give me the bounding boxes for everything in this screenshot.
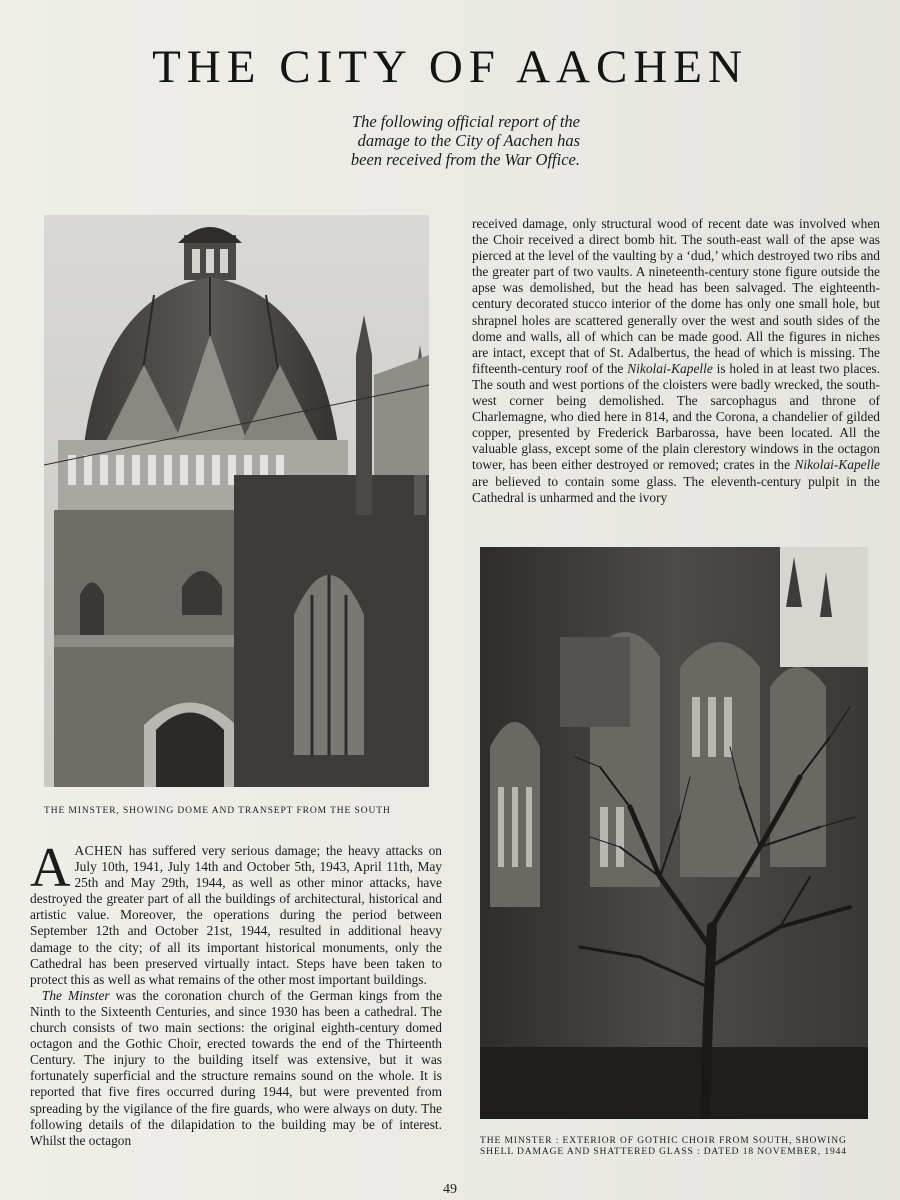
photo1-caption: THE MINSTER, SHOWING DOME AND TRANSEPT FROM THE SOUTH [44, 806, 391, 816]
right-text-column [472, 216, 880, 506]
photo2-caption: THE MINSTER : EXTERIOR OF GOTHIC CHOIR FROM SOUTH, SHOWING SHELL DAMAGE AND SHATTERED GLASS : DATED 18 NOVEMBER, 1944 [480, 1136, 847, 1157]
page-number: 49 [443, 1182, 457, 1197]
minster-dome-photo [44, 215, 429, 787]
left-paragraph-2: The Minster was the coronation church of the German kings from the Ninth to the Sixteenth Centuries, and since 1930 has been a cathedral. The church consists of two main sections: the original eighth-century domed octagon and the Gothic Choir, erected towards the end of the Thirteenth Century. The injury to the building itself was extensive, but it was fortunately superficial and the structure remains sound on the whole. It is reported that five fires occurred during 1944, but were prevented from spreading by the vigilance of the fire guards, who were always on duty. The following details of the dilapidation to the building may be of interest. Whilst the octagon [30, 987, 443, 1148]
drop-cap: A [30, 837, 71, 899]
gothic-choir-photo [480, 547, 868, 1119]
right-paragraph: received damage, only structural wood of recent date was involved when the Choir received a direct bomb hit. The south-east wall of the apse was pierced at the level of the vaulting by a ‘dud,’ which destroyed two ribs and the greater part of two vaults. A nineteenth-century stone figure outside the apse was demolished, but the head has been salvaged. The eighteenth-century decorated stucco interior of the dome has only one small hole, but shrapnel holes are scattered generally over the west and south sides of the dome and walls, all of which can be made good. All the figures in niches are intact, except that of St. Adalbertus, the head of which is missing. The fifteenth-century roof of the Nikolai-Kapelle is holed in at least two places. The south and west portions of the cloisters were badly wrecked, the south-west corner being demolished. The sarcophagus and throne of Charlemagne, who died here in 814, and the Corona, a chandelier of gilded copper, presented by Frederick Barbarossa, have been located. All the valuable glass, except some of the plain clerestory windows in the octagon tower, has been either destroyed or removed; crates in the Nikolai-Kapelle are believed to contain some glass. The eleventh-century pulpit in the Cathedral is unharmed and the ivory [472, 216, 880, 505]
intro-text: The following official report of the damage to the City of Aachen has been received from the War Office. [350, 112, 580, 169]
left-text-column [30, 837, 443, 1149]
left-paragraph-1: AACHEN has suffered very serious damage; the heavy attacks on July 10th, 1941, July 14th and October 5th, 1943, April 11th, May 25th and May 29th, 1944, as well as other minor attacks, have destroyed the greater part of all the buildings of architectural, historical and artistic value. Moreover, the operations during the period between September 12th and October 21st, 1944, resulted in additional heavy damage to the city; of all its important historical monuments, only the Cathedral has been preserved virtually intact. Steps have been taken to protect this as well as what remains of the other most important buildings. [30, 837, 442, 987]
page-title: THE CITY OF AACHEN [152, 41, 748, 93]
